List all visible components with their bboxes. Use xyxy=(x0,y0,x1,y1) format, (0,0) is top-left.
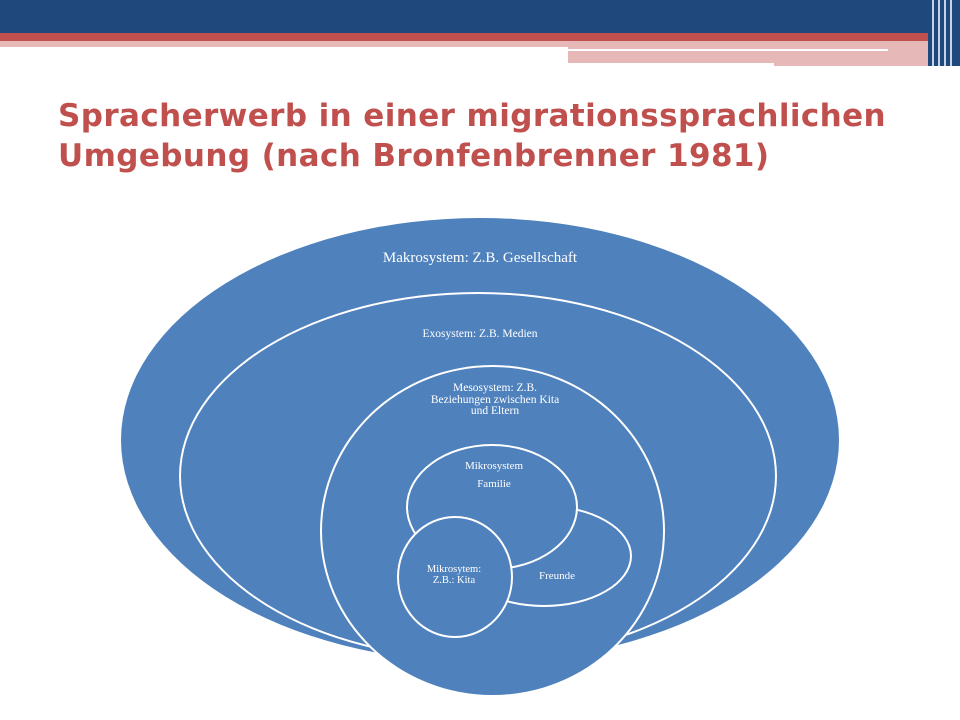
freunde-label: Freunde xyxy=(538,570,576,582)
banner-stripe xyxy=(944,0,946,66)
familie-label-line: Familie xyxy=(477,477,511,490)
slide-title-line-1: Spracherwerb in einer migrationssprachlichen xyxy=(58,98,887,134)
banner-stripe xyxy=(932,0,934,66)
mikrosystem-kita-label-line: Z.B.: Kita xyxy=(432,575,476,587)
mikrosystem-familie-label xyxy=(430,458,558,493)
banner-pink-bar xyxy=(0,41,568,47)
exosystem-label: Exosystem: Z.B. Medien xyxy=(422,328,538,340)
banner-stripe xyxy=(938,0,940,66)
mikrosystem-kita-label xyxy=(404,564,504,587)
banner-pink-block xyxy=(568,41,960,63)
banner-red-bar xyxy=(0,33,960,41)
banner-stripes xyxy=(928,0,960,66)
mesosystem-label xyxy=(400,383,590,418)
slide-title-line-2: Umgebung (nach Bronfenbrenner 1981) xyxy=(58,138,770,175)
mikrosystem-label-line: Mikrosystem xyxy=(464,460,524,472)
mikrosystem-kita-label-line: Mikrosytem: xyxy=(426,564,482,575)
banner-white-line xyxy=(568,49,888,51)
mesosystem-label-line: und Eltern xyxy=(470,405,520,418)
slide-title xyxy=(58,96,938,177)
makrosystem-label: Makrosystem: Z.B. Gesellschaft xyxy=(382,250,578,266)
banner-blue-bar xyxy=(0,0,928,33)
mesosystem-label-line: Beziehungen zwischen Kita xyxy=(430,393,560,406)
banner-stripe xyxy=(950,0,952,66)
mesosystem-label-line: Mesosystem: Z.B. xyxy=(452,382,537,394)
